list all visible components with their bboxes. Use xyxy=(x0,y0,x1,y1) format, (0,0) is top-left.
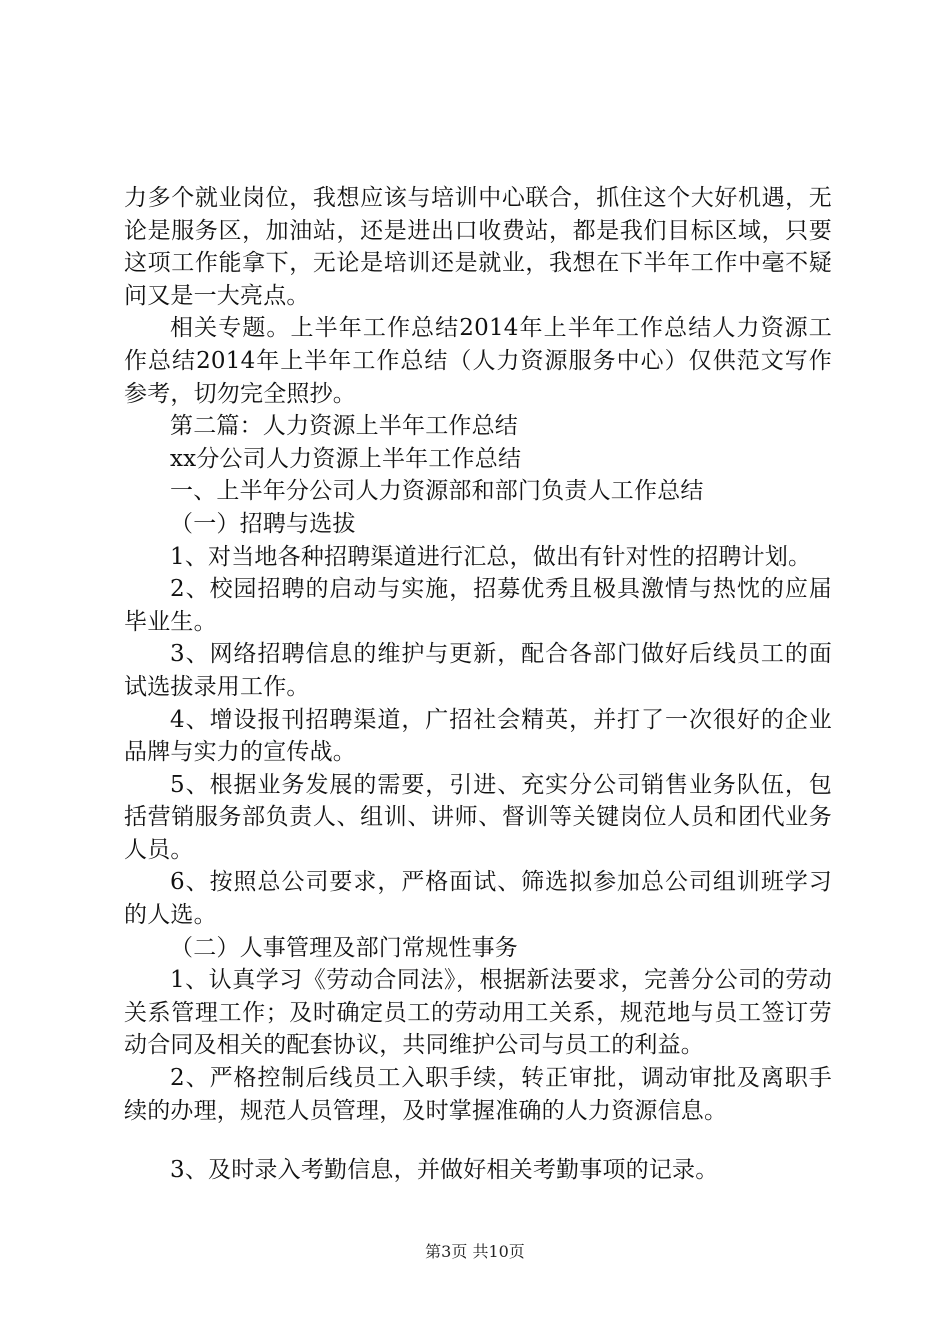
list-item: 5、根据业务发展的需要，引进、充实分公司销售业务队伍，包括营销服务部负责人、组训、讲师、督训等关键岗位人员和团代业务人员。 xyxy=(124,771,832,863)
page-number: 第3页 共10页 xyxy=(425,1242,525,1261)
list-item: 1、认真学习《劳动合同法》，根据新法要求，完善分公司的劳动关系管理工作；及时确定员工的劳动用工关系，规范地与员工签订劳动合同及相关的配套协议，共同维护公司与员工的利益。 xyxy=(124,967,832,1059)
list-item: 6、按照总公司要求，严格面试、筛选拟参加总公司组训班学习的人选。 xyxy=(124,869,832,929)
list-item: 2、校园招聘的启动与实施，招募优秀且极具激情与热忱的应届毕业生。 xyxy=(124,576,832,635)
list-item: 4、增设报刊招聘渠道，广招社会精英，并打了一次很好的企业品牌与实力的宣传战。 xyxy=(124,706,832,766)
list-item: 1、对当地各种招聘渠道进行汇总，做出有针对性的招聘计划。 xyxy=(170,543,812,570)
document-title: xx分公司人力资源上半年工作总结 xyxy=(170,445,522,472)
heading-part-one: 一、上半年分公司人力资源部和部门负责人工作总结 xyxy=(170,478,704,505)
list-item: 2、严格控制后线员工入职手续，转正审批，调动审批及离职手续的办理，规范人员管理，及时掌握准确的人力资源信息。 xyxy=(124,1065,832,1124)
list-item: 3、及时录入考勤信息，并做好相关考勤事项的记录。 xyxy=(170,1157,719,1184)
section-title: 第二篇：人力资源上半年工作总结 xyxy=(170,413,518,440)
list-item: 3、网络招聘信息的维护与更新，配合各部门做好后线员工的面试选拔录用工作。 xyxy=(124,641,832,700)
paragraph-related-topics: 相关专题。上半年工作总结2014年上半年工作总结人力资源工作总结2014年上半年工作总结（人力资源服务中心）仅供范文写作参考，切勿完全照抄。 xyxy=(124,315,832,407)
document-body xyxy=(124,182,832,1187)
heading-recruitment: （一）招聘与选拔 xyxy=(170,510,356,537)
heading-personnel-management: （二）人事管理及部门常规性事务 xyxy=(170,934,518,961)
paragraph-continuation: 力多个就业岗位，我想应该与培训中心联合，抓住这个大好机遇，无论是服务区，加油站，还是进出口收费站，都是我们目标区域，只要这项工作能拿下，无论是培训还是就业，我想在下半年工作中毫不疑问又是一大亮点。 xyxy=(124,185,832,309)
